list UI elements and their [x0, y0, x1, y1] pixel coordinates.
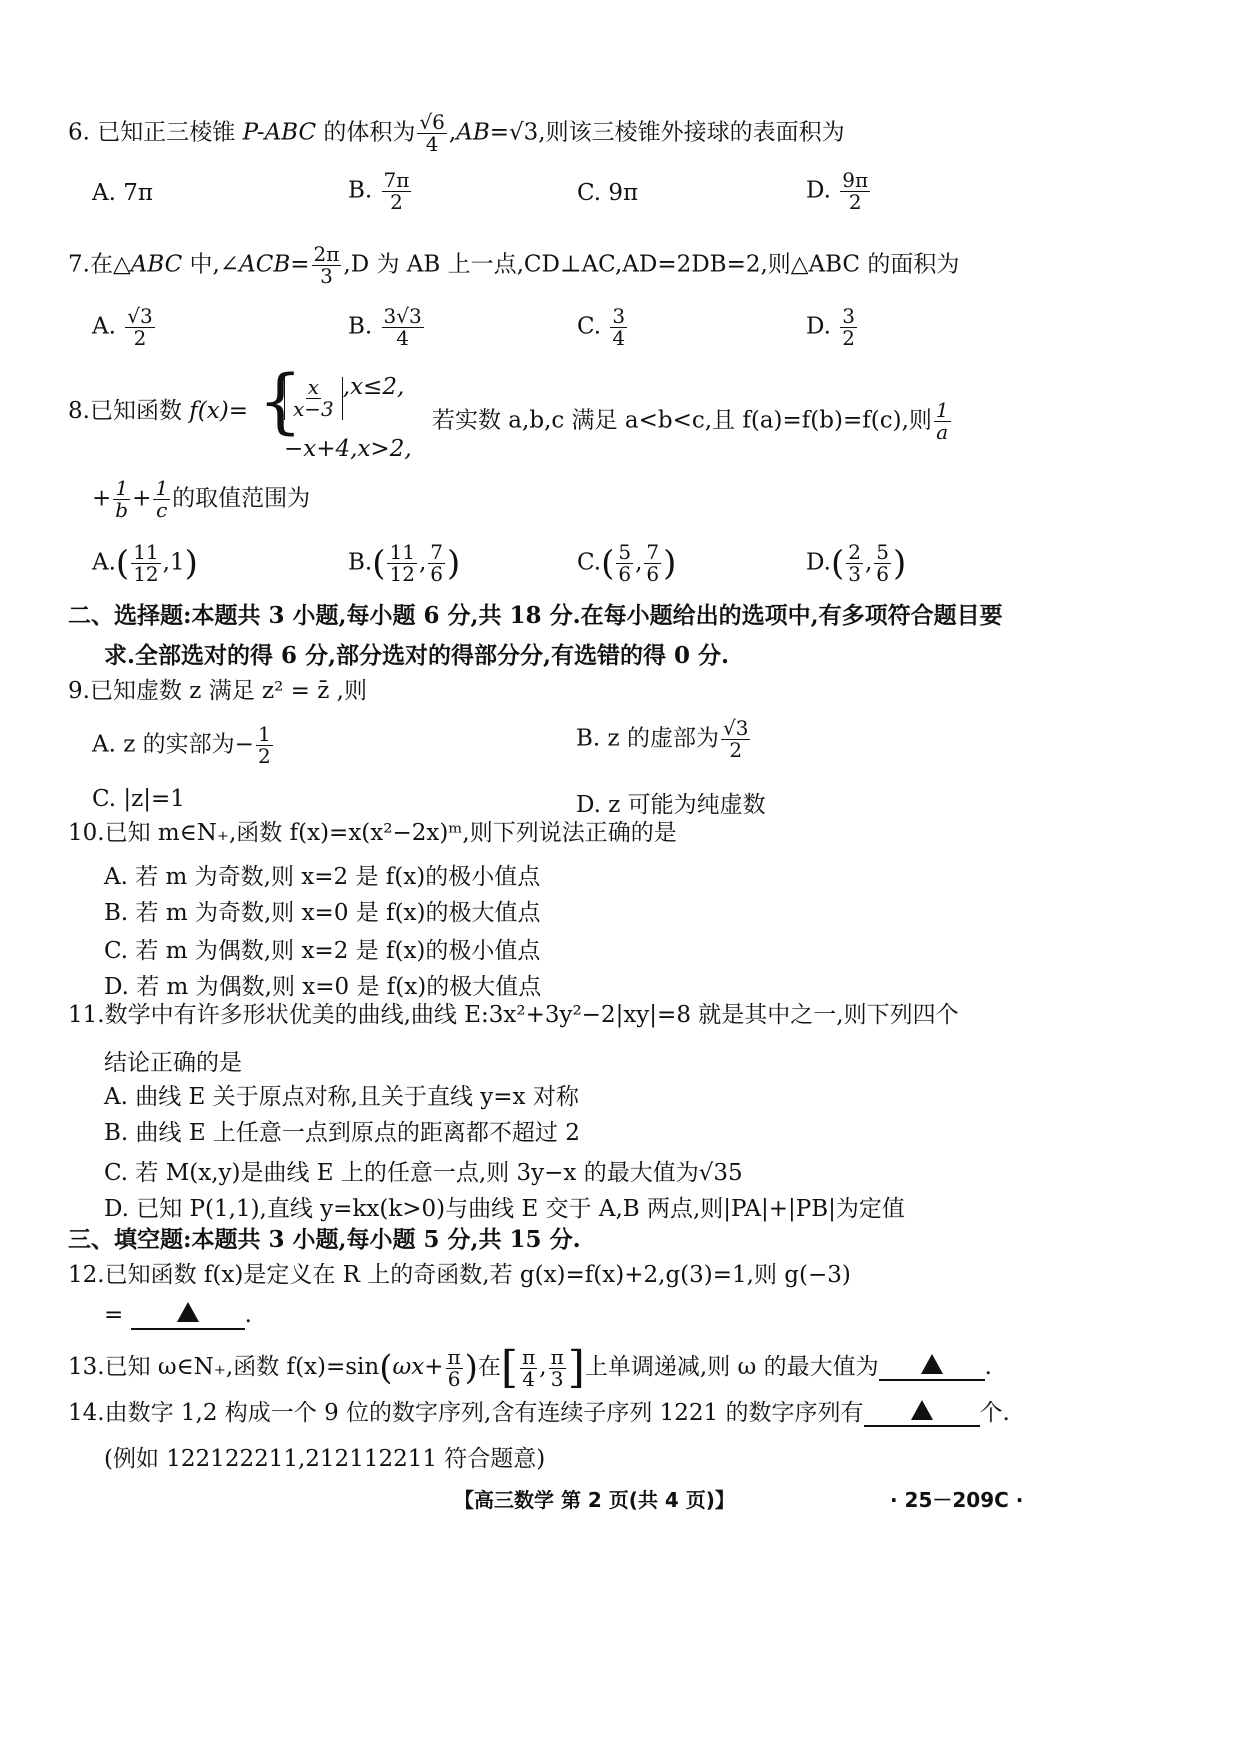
q11-option-d: D. 已知 P(1,1),直线 y=kx(k>0)与曲线 E 交于 A,B 两点,则|PA|+|PB|为定值: [104, 1196, 905, 1222]
q7-option-c: C. $\frac{3}{4}$: [577, 304, 626, 350]
q10-option-a: A. 若 m 为奇数,则 x=2 是 f(x)的极小值点: [104, 864, 541, 890]
question-number: 6.: [68, 119, 90, 146]
q6-option-b: B. $\frac{7\pi}{2}$: [348, 168, 410, 214]
question-14-note: (例如 122122211,212112211 符合题意): [104, 1446, 546, 1472]
question-13: 13.已知 ω∈N₊,函数 f(x)=sin(ωx+ $\frac{\pi}{6}$ )在[ $\frac{\pi}{4}$ , $\frac{\pi}{3}$ ]上单调递减,则 ω 的最大值为 .: [68, 1342, 992, 1393]
page-code: · 25－209C ·: [890, 1488, 1024, 1512]
question-12: 12.已知函数 f(x)是定义在 R 上的奇函数,若 g(x)=f(x)+2,g(3)=1,则 g(−3): [68, 1262, 851, 1288]
q10-option-d: D. 若 m 为偶数,则 x=0 是 f(x)的极大值点: [104, 974, 542, 1000]
q9-option-d: D. z 可能为纯虚数: [576, 792, 766, 818]
volume-fraction: $\frac{√6}{4}$: [419, 110, 445, 156]
question-10: 10.已知 m∈N₊,函数 f(x)=x(x²−2x)ᵐ,则下列说法正确的是: [68, 820, 677, 846]
question-11-cont: 结论正确的是: [104, 1050, 242, 1076]
section-2-heading: 二、选择题:本题共 3 小题,每小题 6 分,共 18 分.在每小题给出的选项中,有多项符合题目要: [68, 602, 1003, 629]
question-8-line-2: + $\frac{1}{b}$ + $\frac{1}{c}$ 的取值范围为: [92, 476, 311, 522]
q10-option-c: C. 若 m 为偶数,则 x=2 是 f(x)的极小值点: [104, 938, 541, 964]
piecewise-case-2: −x+4,x>2,: [284, 436, 412, 462]
q6-option-d: D. $\frac{9\pi}{2}$: [806, 168, 869, 214]
q7-option-b: B. $\frac{3√3}{4}$: [348, 304, 422, 350]
question-9: 9.已知虚数 z 满足 z² = z̄ ,则: [68, 678, 367, 704]
triangle-marker-icon: [911, 1400, 933, 1420]
question-12-answer-line: = .: [104, 1302, 252, 1328]
answer-blank[interactable]: [131, 1302, 245, 1330]
question-7: 7.在△ABC 中,∠ACB= $\frac{2\pi}{3}$ ,D 为 AB 上一点,CD⊥AC,AD=2DB=2,则△ABC 的面积为: [68, 242, 960, 288]
section-3-heading: 三、填空题:本题共 3 小题,每小题 5 分,共 15 分.: [68, 1226, 581, 1253]
question-8-condition: 若实数 a,b,c 满足 a<b<c,且 f(a)=f(b)=f(c),则 $\frac{1}{a}$: [432, 398, 949, 444]
q7-option-a: A. $\frac{√3}{2}$: [92, 304, 153, 350]
q11-option-a: A. 曲线 E 关于原点对称,且关于直线 y=x 对称: [104, 1084, 579, 1110]
q11-option-b: B. 曲线 E 上任意一点到原点的距离都不超过 2: [104, 1120, 580, 1146]
q6-option-c: C. 9π: [577, 180, 639, 206]
answer-blank[interactable]: [879, 1354, 985, 1381]
q9-option-a: A. z 的实部为− $\frac{1}{2}$: [92, 722, 271, 768]
piecewise-brace: {: [258, 360, 303, 442]
q8-option-c: C.( $\frac{5}{6}$ , $\frac{7}{6}$ ): [577, 540, 677, 586]
triangle-marker-icon: [921, 1354, 943, 1374]
answer-blank[interactable]: [864, 1400, 980, 1427]
angle-fraction: $\frac{2\pi}{3}$: [313, 242, 340, 288]
triangle-marker-icon: [177, 1302, 199, 1322]
q9-option-b: B. z 的虚部为 $\frac{√3}{2}$: [576, 716, 749, 762]
q9-option-c: C. |z|=1: [92, 786, 185, 812]
q7-option-d: D. $\frac{3}{2}$: [806, 304, 855, 350]
section-2-heading-cont: 求.全部选对的得 6 分,部分选对的得部分分,有选错的得 0 分.: [104, 642, 730, 669]
question-8: 8.已知函数 f(x)=: [68, 398, 248, 424]
question-6: 6. 已知正三棱锥 P-ABC 的体积为 $\frac{√6}{4}$ ,AB=√3,则该三棱锥外接球的表面积为: [68, 110, 845, 156]
question-11: 11.数学中有许多形状优美的曲线,曲线 E:3x²+3y²−2|xy|=8 就是其中之一,则下列四个: [68, 1002, 959, 1028]
q8-option-b: B.( $\frac{11}{12}$ , $\frac{7}{6}$ ): [348, 540, 461, 586]
q6-option-a: A. 7π: [92, 180, 153, 206]
question-14: 14.由数字 1,2 构成一个 9 位的数字序列,含有连续子序列 1221 的数字序列有 个.: [68, 1400, 1010, 1426]
q8-option-d: D.( $\frac{2}{3}$ , $\frac{5}{6}$ ): [806, 540, 907, 586]
piecewise-case-1: $\frac{x}{x-3}$ ,x≤2,: [284, 374, 404, 420]
q10-option-b: B. 若 m 为奇数,则 x=0 是 f(x)的极大值点: [104, 900, 541, 926]
q11-option-c: C. 若 M(x,y)是曲线 E 上的任意一点,则 3y−x 的最大值为√35: [104, 1160, 743, 1186]
q8-option-a: A.( $\frac{11}{12}$ ,1): [92, 540, 198, 586]
page-footer: 【高三数学 第 2 页(共 4 页)】: [454, 1488, 735, 1512]
